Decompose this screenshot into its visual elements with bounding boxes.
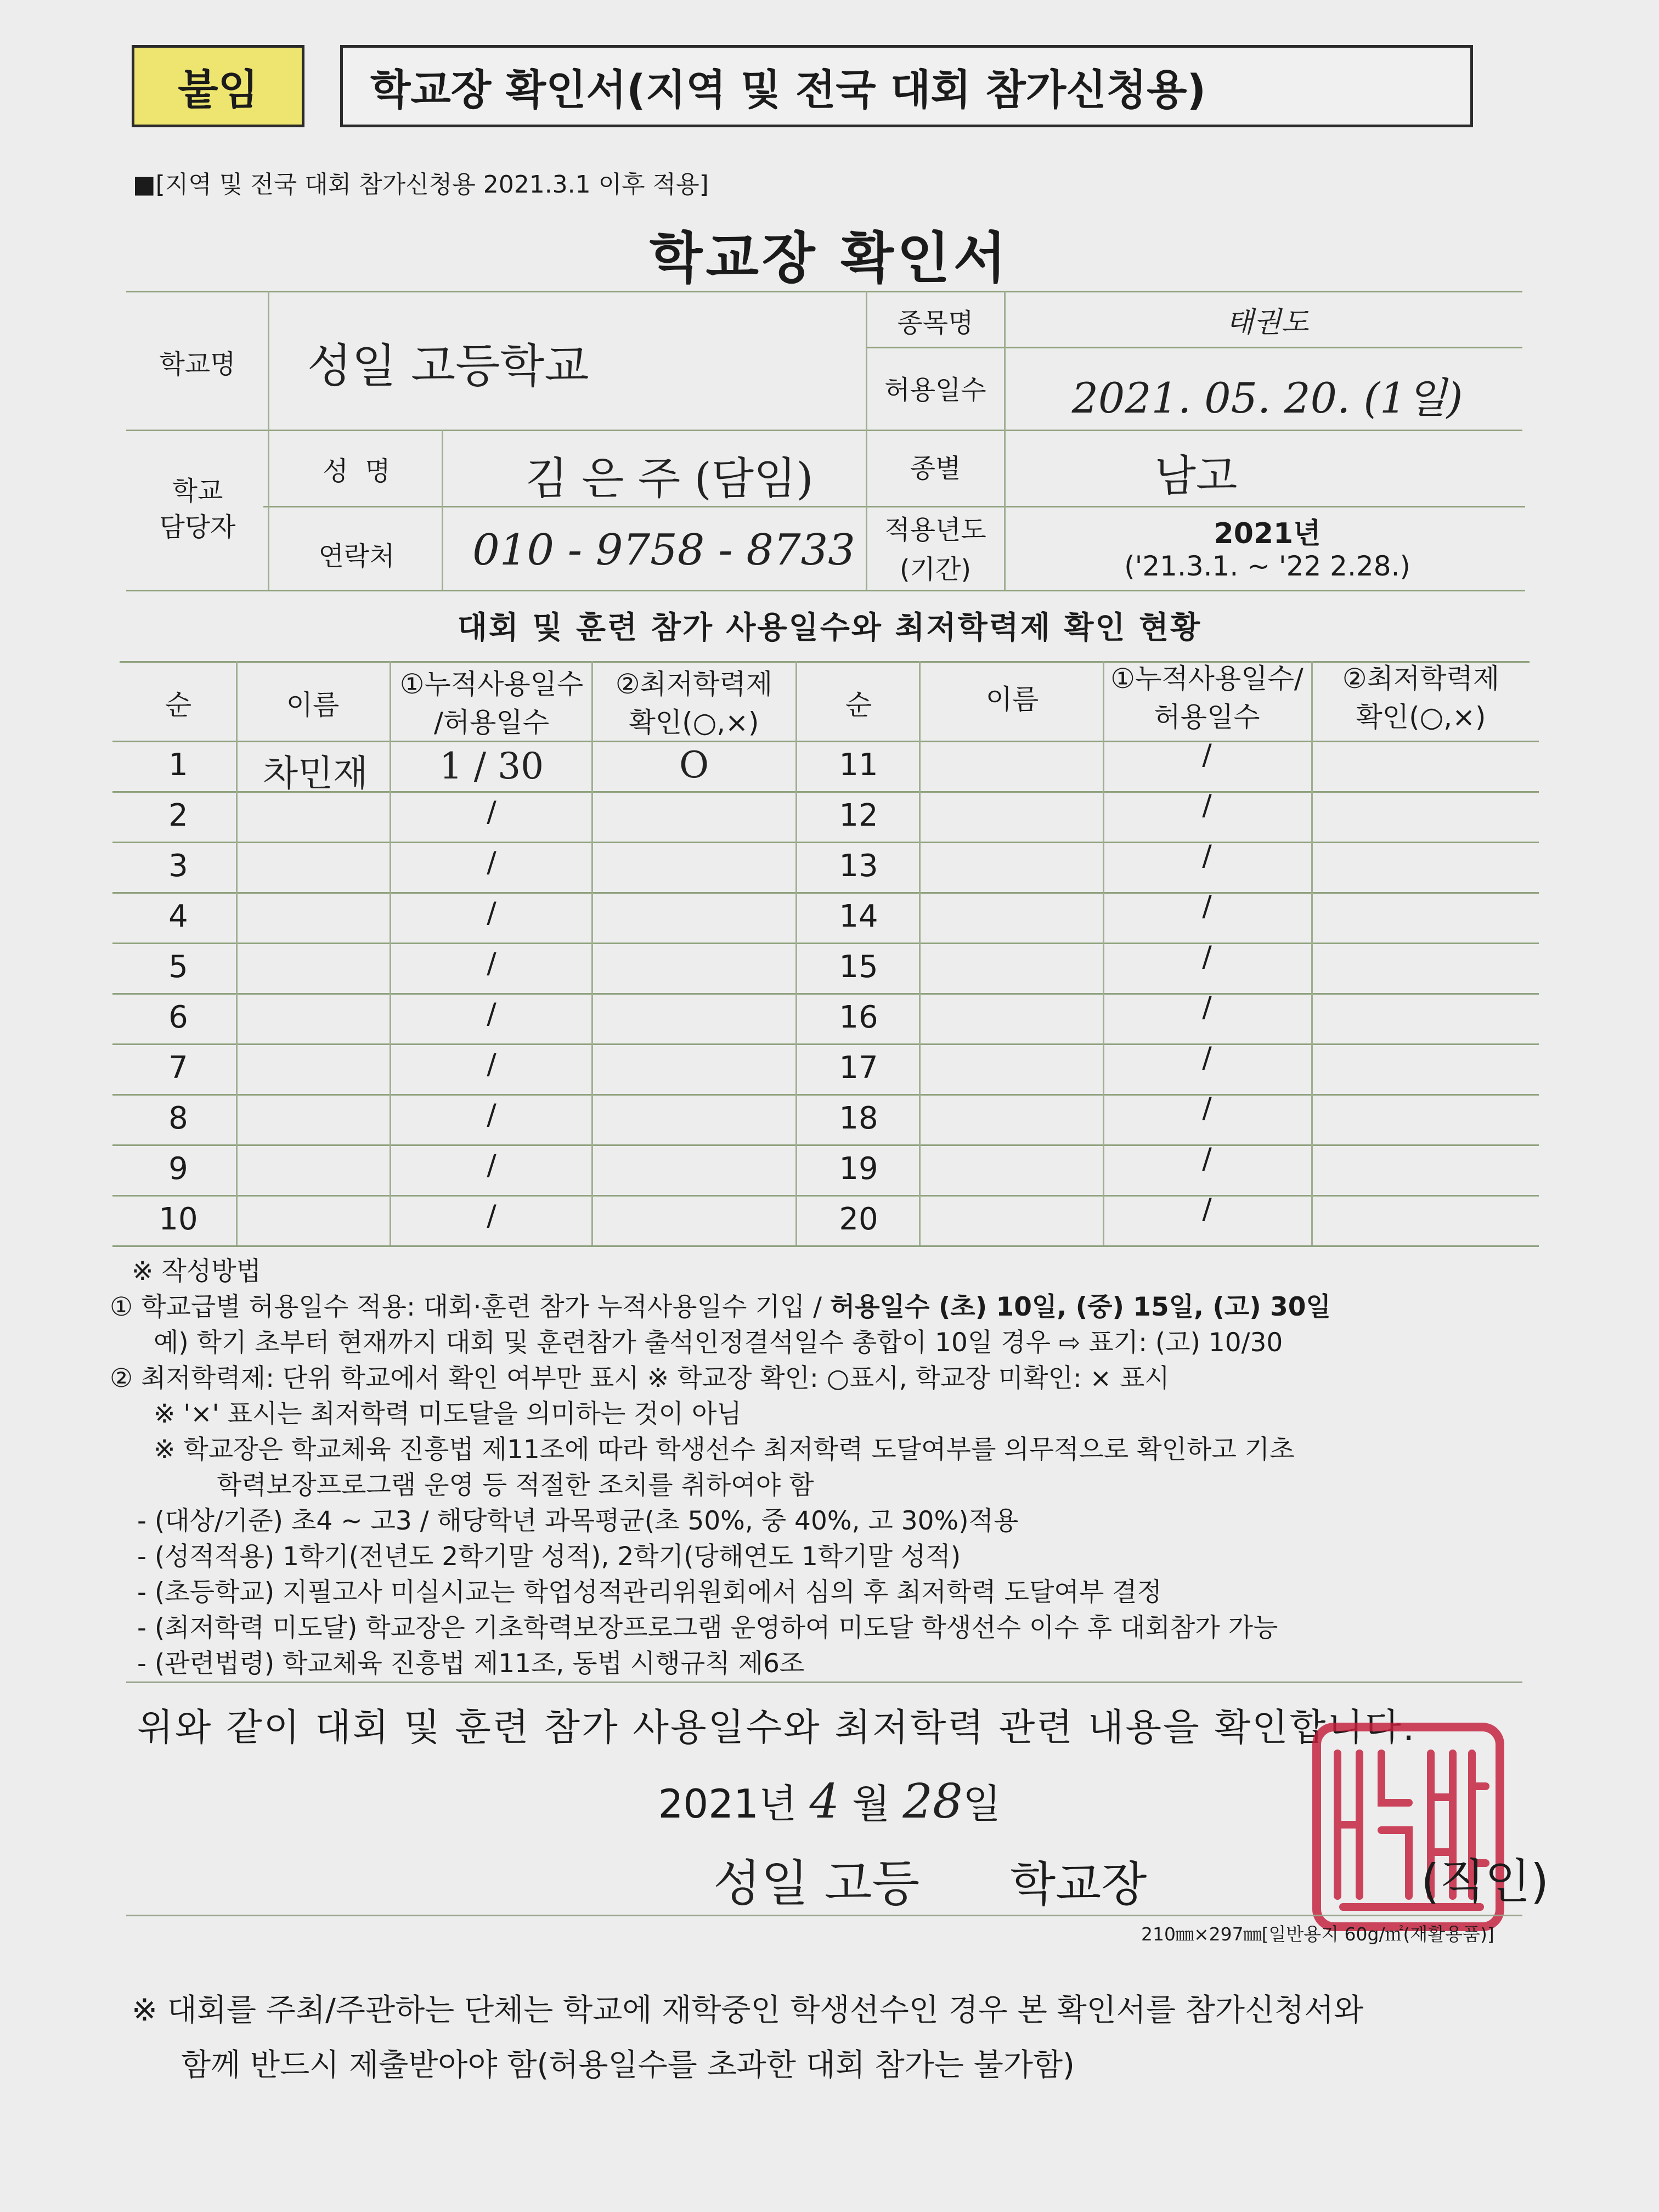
apply-note: ■[지역 및 전국 대회 참가신청용 2021.3.1 이후 적용] [133,171,709,199]
table-rule [112,741,1539,742]
table-rule [112,1043,1539,1045]
row-number: 3 [168,848,188,884]
row-number: 17 [839,1050,878,1086]
note-4: ※ 학교장은 학교체육 진흥법 제11조에 따라 학생선수 최저학력 도달여부를 의무적으로 확인하고 기초 [154,1435,1295,1465]
confirmation-text: 위와 같이 대회 및 훈련 참가 사용일수와 최저학력 관련 내용을 확인합니다. [137,1706,1417,1750]
table-rule [1311,661,1313,1245]
row-days: / [1202,940,1212,973]
row-days: / [1202,1092,1212,1125]
attachment-tag: 붙임 [132,45,304,127]
table-rule [112,1245,1539,1247]
detail-4: - (최저학력 미도달) 학교장은 기초학력보장프로그램 운영하여 미도달 학생선수 이수 후 대회참가 가능 [137,1613,1278,1643]
row-days: / [487,795,496,828]
row-number: 8 [168,1101,188,1136]
rule-line [866,291,867,590]
table-rule [236,661,238,1245]
manager-label: 학교 담당자 [159,476,236,543]
sign-month: 4 [809,1774,840,1829]
year-label: 적용년도 (기간) [884,515,986,585]
row-days: / [487,896,496,929]
school-name-value: 성일 고등학교 [307,339,589,393]
table-rule [112,993,1539,995]
row-days: / [1202,738,1212,771]
row-days: / [1202,1193,1212,1226]
school-name-label: 학교명 [159,349,236,380]
col-header-days-2: ①누적사용일수/ 허용일수 [1110,663,1304,733]
table-rule [112,1144,1539,1146]
row-number: 20 [839,1201,878,1237]
col-header-name-2: 이름 [985,684,1039,715]
row-days: / [1202,1142,1212,1175]
bottom-note-line-2: 함께 반드시 제출받아야 함(허용일수를 초과한 대회 참가는 불가함) [181,2047,1075,2083]
rule-line [268,291,269,590]
table-rule [112,1195,1539,1197]
note-1-bold: 허용일수 (초) 10일, (중) 15일, (고) 30일 [830,1292,1331,1322]
row-days: / [487,1149,496,1182]
row-days: / [487,846,496,879]
row-number: 10 [159,1201,198,1237]
row-days: / [1202,1041,1212,1074]
sign-school: 성일 고등 [713,1855,920,1912]
row-number: 13 [839,848,878,884]
paper-spec: 210㎜×297㎜[일반용지 60g/㎡(재활용품)] [1141,1923,1494,1945]
row-number: 16 [839,1000,878,1035]
detail-1: - (대상/기준) 초4 ~ 고3 / 해당학년 과목평균(초 50%, 중 40%, 고 30%)적용 [137,1506,1019,1536]
row-days: / [1202,839,1212,872]
rule-line [126,291,1522,292]
row-days: / [487,1199,496,1232]
year-value: 2021년 [1214,517,1321,550]
row-days: / [487,1098,496,1131]
sport-label: 종목명 [897,308,974,338]
col-header-no: 순 [165,689,192,721]
note-1 [110,1289,1558,1325]
row-number: 9 [168,1151,188,1187]
row-number: 19 [839,1151,878,1187]
note-2: ② 최저학력제: 단위 학교에서 확인 여부만 표시 ※ 학교장 확인: ○표시, 학교장 미확인: × 표시 [110,1363,1170,1393]
gender-value: 남고 [1154,452,1238,501]
notes-heading: ※ 작성방법 [132,1256,261,1286]
gender-label: 종별 [910,453,961,484]
document-title: 학교장 확인서 [649,226,1010,290]
table-rule [112,842,1539,843]
note-3: ※ '×' 표시는 최저학력 미도달을 의미하는 것이 아님 [154,1399,742,1429]
bottom-note-line-1: ※ 대회를 주최/주관하는 단체는 학교에 재학중인 학생선수인 경우 본 확인서를 참가신청서와 [132,1993,1364,2028]
rule-line [126,430,1522,431]
detail-2: - (성적적용) 1학기(전년도 2학기말 성적), 2학기(당해연도 1학기말 성적) [137,1542,961,1572]
sign-day: 28 [902,1774,963,1829]
rule-line [1004,291,1006,590]
row-days: / [1202,991,1212,1024]
detail-3: - (초등학교) 지필고사 미실시교는 학업성적관리위원회에서 심의 후 최저학력 도달여부 결정 [137,1577,1162,1607]
row-name: 차민재 [263,752,368,794]
row-number: 14 [839,899,878,934]
row-number: 1 [168,747,188,783]
contact-value: 010 - 9758 - 8733 [472,526,855,575]
row-days: / [1202,789,1212,822]
note-1-example: 예) 학기 초부터 현재까지 대회 및 훈련참가 출석인정결석일수 총합이 10일 경우 ⇨ 표기: (고) 10/30 [154,1328,1283,1358]
row-number: 5 [168,949,188,985]
allowed-days-value: 2021. 05. 20. (1일) [1071,374,1463,422]
writing-guide [110,1254,1558,1681]
row-number: 18 [839,1101,878,1136]
sign-day-unit: 일 [962,1781,1001,1827]
year-period: ('21.3.1. ~ '22 2.28.) [1124,550,1410,582]
row-number: 2 [168,798,188,833]
row-check: O [679,744,709,786]
row-number: 12 [839,798,878,833]
row-number: 11 [839,747,878,783]
sport-value: 태권도 [1226,306,1309,339]
rule-line [126,590,1525,591]
table-rule [112,1094,1539,1096]
contact-label: 연락처 [318,541,395,572]
bottom-note [132,1983,1363,2093]
row-days: / [487,997,496,1030]
allowed-days-label: 허용일수 [884,375,986,405]
person-name-label: 성 명 [323,456,391,487]
rule-line [126,1681,1522,1683]
col-header-name: 이름 [286,689,340,721]
header-title: 학교장 확인서(지역 및 전국 대회 참가신청용) [340,45,1473,127]
row-days: / [487,1048,496,1081]
row-number: 7 [168,1050,188,1086]
sign-principal: 학교장 [1010,1857,1147,1912]
row-days: 1 / 30 [439,745,544,787]
seal-label: (직인) [1421,1854,1549,1909]
sign-month-unit: 월 [851,1781,890,1827]
note-1-text: ① 학교급별 허용일수 적용: 대회·훈련 참가 누적사용일수 기입 / [110,1292,830,1322]
col-header-days: ①누적사용일수 /허용일수 [399,668,584,738]
row-number: 15 [839,949,878,985]
table-rule [112,943,1539,944]
row-number: 4 [168,899,188,934]
person-name-value: 김 은 주 (담임) [525,453,814,504]
col-header-check-2: ②최저학력제 확인(○,×) [1342,663,1500,733]
detail-5: - (관련법령) 학교체육 진흥법 제11조, 동법 시행규칙 제6조 [137,1649,805,1679]
sign-year: 2021년 [658,1781,797,1827]
section-title: 대회 및 훈련 참가 사용일수와 최저학력제 확인 현황 [457,610,1202,646]
rule-line [126,1915,1522,1916]
table-rule [112,892,1539,894]
signature-line [713,1843,1147,1915]
row-days: / [1202,890,1212,923]
note-5: 학력보장프로그램 운영 등 적절한 조치를 취하여야 함 [217,1470,814,1500]
rule-line [867,347,1522,348]
col-header-no-2: 순 [845,689,872,721]
rule-line [263,506,1525,507]
rule-line [442,430,443,590]
row-days: / [487,947,496,980]
col-header-check: ②최저학력제 확인(○,×) [615,668,773,738]
row-number: 6 [168,1000,188,1035]
